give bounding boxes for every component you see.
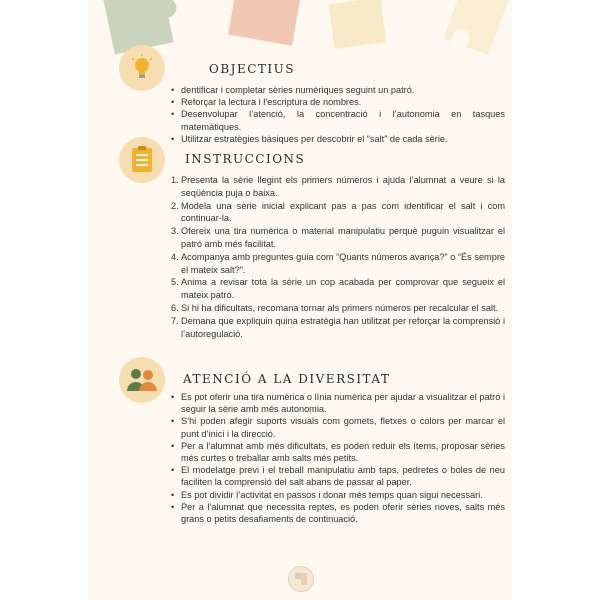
instruccions-step: [171, 225, 505, 251]
diversitat-item: • Es pot dividir l’activitat en passos i donar més temps quan sigui necessari.: [181, 489, 505, 501]
diversitat-icon-circle: [119, 357, 165, 403]
step-text: Modela una sèrie inicial explicant pas a pas com identificar el salt i com continuar-la.: [181, 200, 505, 224]
step-number: 7.: [171, 315, 179, 326]
instruccions-list: [171, 174, 505, 340]
diversitat-item: • Per a l’alumnat amb més dificultats, es poden reduir els ítems, proposar sèries més curtes o treballar amb salts més petits.: [181, 440, 505, 464]
objectius-list: [171, 84, 505, 145]
step-text: Demana que expliquin quina estratègia han utilitzat per reforçar la comprensió i l’autoregulació.: [181, 315, 505, 339]
instruccions-step: [171, 302, 505, 315]
diversitat-item: • Es pot oferir una tira numèrica o línia numèrica per ajudar a visualitzar el patró i seguir la sèrie amb més autonomia.: [181, 391, 505, 415]
diversitat-item: • S’hi poden afegir suports visuals com gomets, fletxes o colors per marcar el punt d’inici i la direcció.: [181, 415, 505, 439]
step-number: 5.: [171, 277, 179, 288]
objectius-icon-circle: [119, 45, 165, 91]
instruccions-icon-circle: [119, 137, 165, 183]
instruccions-step: [171, 174, 505, 200]
step-number: 3.: [171, 226, 179, 237]
objectius-heading: OBJECTIUS: [209, 62, 295, 76]
puzzle-piece-yellow-right: [440, 0, 512, 60]
puzzle-piece-yellow-left: [322, 0, 402, 60]
checklist-icon: [130, 146, 154, 174]
instruccions-step: [171, 315, 505, 341]
step-text: Ofereix una tira numèrica o material manipulatiu perquè puguin visualitzar el patró amb més facilitat.: [181, 226, 505, 249]
step-number: 6.: [171, 302, 179, 313]
diversitat-item: • El modelatge previ i el treball manipulatiu amb taps, pedretes o boles de neu faciliten la comprensió del salt abans de passar al paper.: [181, 464, 505, 488]
diversitat-list: [171, 391, 505, 525]
instruccions-step: [171, 200, 505, 226]
objectius-item: • dentificar i completar sèries numèriques seguint un patró.: [181, 84, 505, 96]
instruccions-step: [171, 276, 505, 302]
diversitat-item: • Per a l’alumnat que necessita reptes, es poden oferir sèries noves, salts més grans o petits desafiaments de continuació.: [181, 501, 505, 525]
objectius-item: • Utilitzar estratègies bàsiques per descobrir el “salt” de cada sèrie.: [181, 133, 505, 145]
diversitat-heading: ATENCIÓ A LA DIVERSITAT: [183, 372, 391, 386]
step-text: Acompanya amb preguntes guia com “Quants números avança?” o “És sempre el mateix salt?”.: [181, 251, 505, 275]
step-number: 4.: [171, 251, 179, 262]
puzzle-piece-pink: [216, 0, 306, 60]
objectius-item: • Desenvolupar l’atenció, la concentració i l’autonomia en tasques matemàtiques.: [181, 108, 505, 132]
step-number: 1.: [171, 175, 179, 185]
instruccions-heading: INSTRUCCIONS: [185, 152, 306, 166]
instruccions-step: [171, 251, 505, 277]
step-text: Si hi ha dificultats, recomana tornar als primers números per recalcular el salt.: [181, 302, 499, 313]
objectius-item: • Reforçar la lectura i l’escriptura de nombres.: [181, 96, 505, 108]
people-icon: [126, 367, 158, 393]
step-text: Anima a revisar tota la sèrie un cop acabada per comprovar que segueix el mateix patró.: [181, 277, 505, 301]
puzzle-logo-icon: [288, 566, 314, 592]
step-number: 2.: [171, 200, 179, 211]
step-text: Presenta la sèrie llegint els primers números i ajuda l’alumnat a veure si la seqüència puja o baixa.: [181, 175, 505, 198]
lightbulb-icon: [129, 54, 155, 82]
